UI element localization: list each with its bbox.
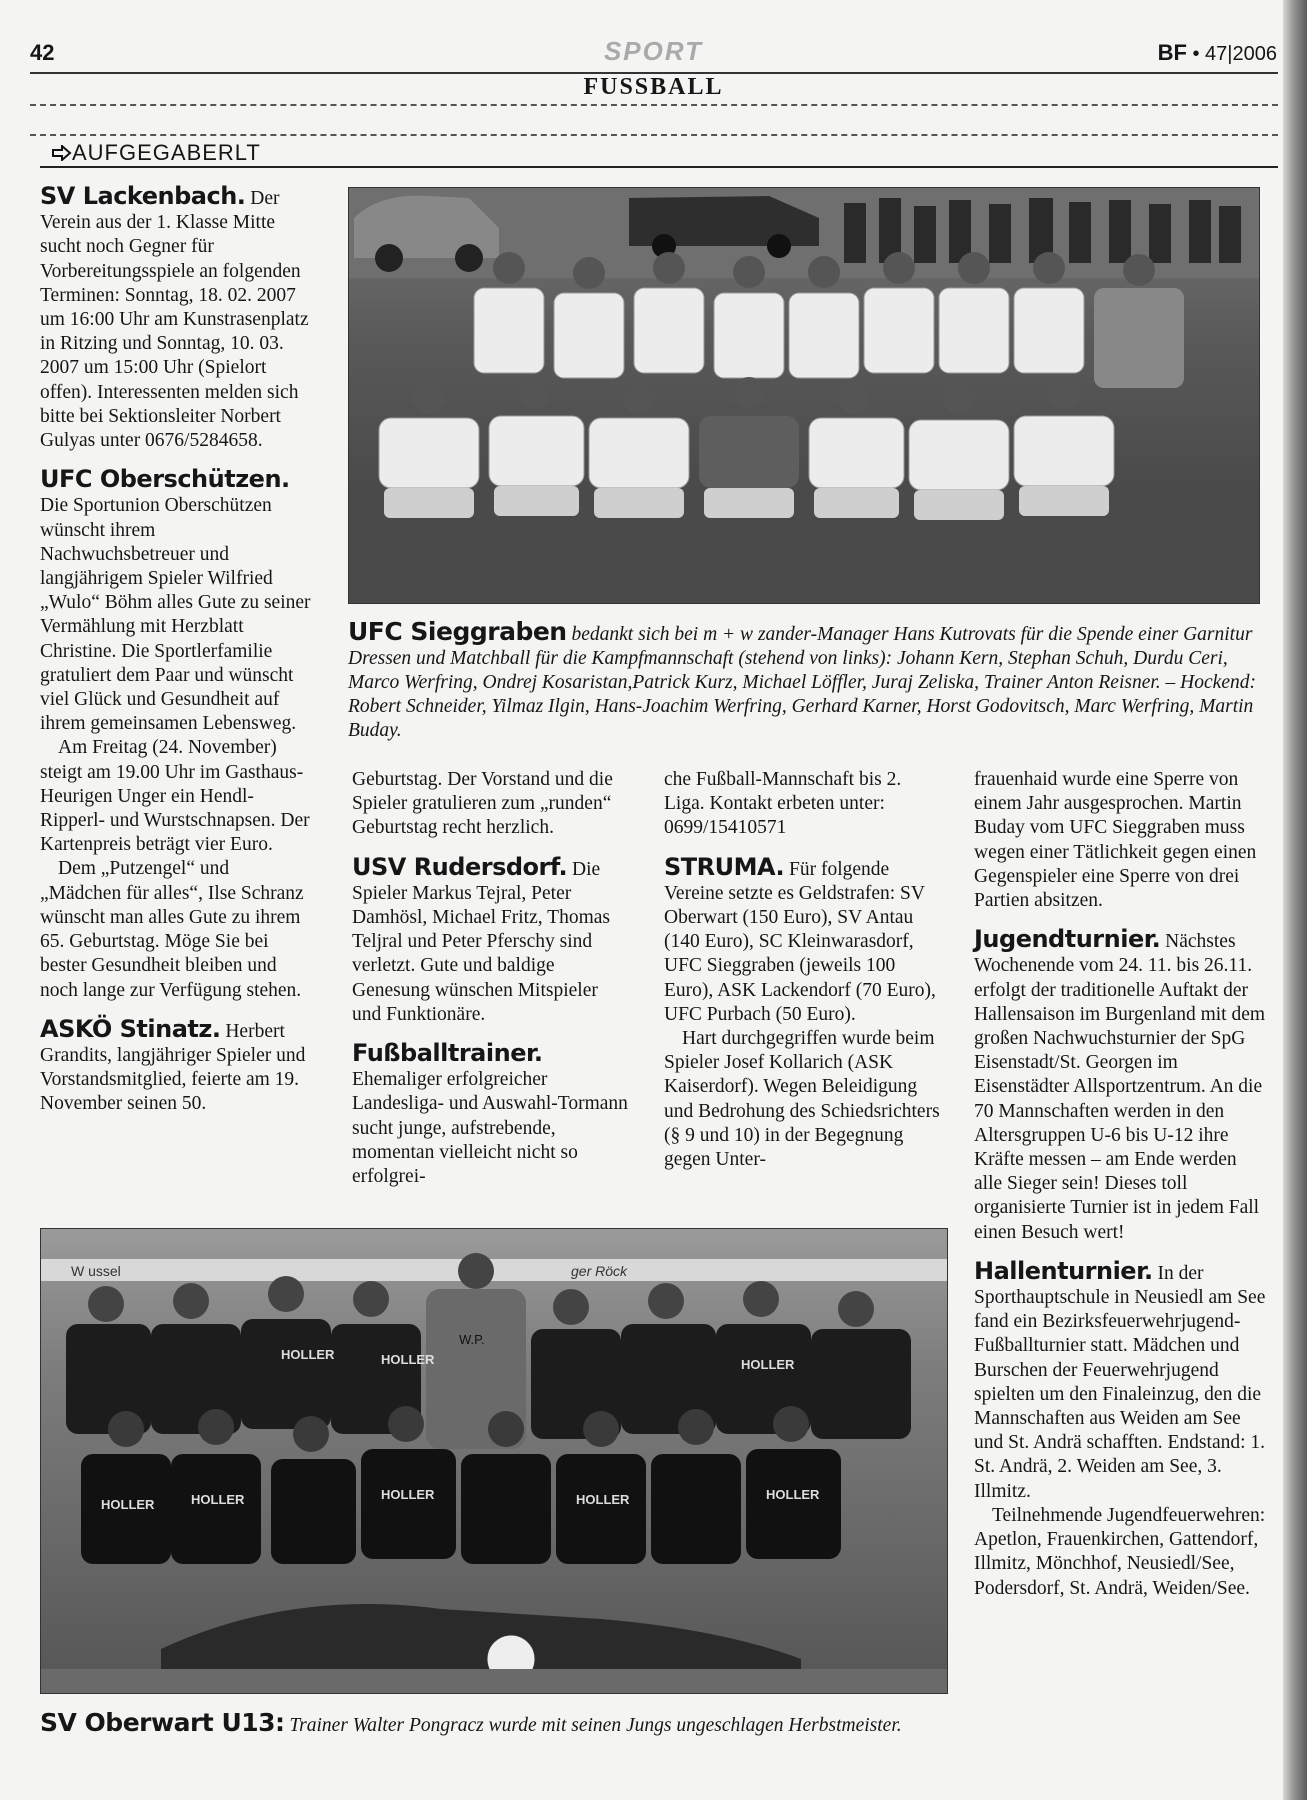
rubric-title: AUFGEGABERLT [72, 140, 261, 165]
article-paragraph: frauenhaid wurde eine Sperre von einem Jahr ausgesprochen. Martin Buday vom UFC Sieggraben muss wegen einer Tätlichkeit gegen einen Gegenspieler eine Sperre von drei Partien absitzen. [974, 769, 1257, 912]
article-sv-lackenbach [40, 182, 312, 453]
shirt-sponsor: HOLLER [191, 1492, 245, 1507]
photo-ufc-sieggraben [348, 187, 1260, 604]
dashed-rule-top [30, 104, 1278, 106]
column-1 [40, 182, 312, 1117]
article-ufc-oberschuetzen [40, 465, 312, 736]
publication-name: BF [1157, 40, 1187, 65]
team-photo-image [349, 188, 1259, 603]
shirt-sponsor: HOLLER [576, 1492, 630, 1507]
rubric-heading [52, 140, 261, 166]
article-text: In der Sporthauptschule in Neusiedl am See fand ein Bezirksfeuerwehrjugend-Fußballturnier statt. Mädchen und Burschen der Feuerwehrjugend spielten um den Finaleinzug, den die Mannschaften aus Weiden am See und St. Andrä schafften. Endstand: 1. St. Andrä, 2. Weiden am See, 3. Illmitz. [974, 1262, 1266, 1502]
page-edge-shadow [1283, 0, 1307, 1800]
banner-left-text: W ussel [71, 1263, 121, 1279]
article-paragraph: che Fußball-Mannschaft bis 2. Liga. Kontakt erbeten unter: 0699/15410571 [664, 769, 902, 839]
article-heading: USV Rudersdorf. [352, 852, 568, 881]
article-usv-rudersdorf [352, 853, 630, 1027]
article-paragraph: Dem „Putzengel“ und „Mädchen für alles“, Ilse Schranz wünscht man alles Gute zu ihrem 65. Geburtstag. Möge Sie bei bester Gesundheit bleiben und noch lange zur Verfügung stehen. [40, 858, 304, 1001]
article-paragraph: Teilnehmende Jugendfeuerwehren: Apetlon, Frauenkirchen, Gattendorf, Illmitz, Mönchhof, Neusiedl/See, Podersdorf, St. Andrä, Weiden/See. [974, 1504, 1266, 1599]
banner-right-text: ger Röck [571, 1263, 628, 1279]
column-2 [352, 768, 630, 1189]
caption-heading: UFC Sieggraben [348, 617, 567, 646]
article-hallenturnier [974, 1257, 1266, 1504]
article-text: Herbert Grandits, langjähriger Spieler und Vorstandsmitglied, feierte am 19. November seinen 50. [40, 1020, 306, 1115]
article-askoe-stinatz [40, 1015, 312, 1117]
article-text: Für folgende Vereine setzte es Geldstrafen: SV Oberwart (150 Euro), SV Antau (140 Euro), SC Kleinwarasdorf, UFC Sieggraben (jeweils 100 Euro), ASK Lackendorf (70 Euro), UFC Purbach (50 Euro). [664, 858, 936, 1025]
caption-text: Trainer Walter Pongracz wurde mit seinen Jungs ungeschlagen Herbstmeister. [284, 1715, 902, 1736]
article-text: Nächstes Wochenende vom 24. 11. bis 26.11. erfolgt der traditionelle Auftakt der Hallensaison im Burgenland mit dem großen Nachwuchsturnier der SpG Eisenstadt/St. Georgen im Eisenstädter Allsportzentrum. An die 70 Mannschaften werden in den Altersgruppen U-6 bis U-12 ihre Kräfte messen – am Ende werden alle Sieger sein! Dieses toll organisierte Turnier ist in jedem Fall einen Besuch wert! [974, 931, 1266, 1243]
article-fussballtrainer [352, 1039, 630, 1189]
rubric-rule [40, 166, 1278, 168]
team-photo-image [41, 1229, 947, 1693]
article-paragraph: Hart durchgegriffen wurde beim Spieler Josef Kollarich (ASK Kaiserdorf). Wegen Beleidigung und Bedrohung des Schiedsrichters (§ 9 und 10) in der Begegnung gegen Unter- [664, 1028, 940, 1171]
article-heading: Jugendturnier. [974, 925, 1161, 954]
caption-heading: SV Oberwart U13: [40, 1708, 285, 1737]
article-text: Die Spieler Markus Tejral, Peter Damhösl, Michael Fritz, Thomas Teljral und Peter Pferschy sind verletzt. Gute und baldige Genesung wünschen Mitspieler und Funktionäre. [352, 858, 610, 1025]
section-title: SPORT [603, 36, 704, 66]
photo-2-caption [40, 1708, 946, 1738]
page-number: 42 [30, 40, 55, 65]
article-struma [664, 853, 942, 1027]
dashed-rule-bottom [30, 134, 1278, 136]
shirt-sponsor: HOLLER [101, 1497, 155, 1512]
shirt-sponsor: HOLLER [766, 1487, 820, 1502]
caption-text: bedankt sich bei m + w zander-Manager Hans Kutrovats für die Spende einer Garnitur Dressen und Matchball für die Kampfmannschaft (stehend von links): Johann Kern, Stephan Schuh, Durdu Ceri, Marco Werfring, Ondrej Kosaristan,Patrick Kurz, Michael Löffler, Juraj Zeliska, Trainer Anton Reisner. – Hockend: Robert Schneider, Yilmaz Ilgin, Hans-Joachim Werfring, Gerhard Karner, Horst Godovitsch, Marc Werfring, Martin Buday. [348, 624, 1256, 741]
subsection-title: FUSSBALL [583, 74, 724, 100]
article-heading: Fußballtrainer. [352, 1039, 543, 1068]
shirt-sponsor: HOLLER [381, 1352, 435, 1367]
shirt-sponsor: HOLLER [281, 1347, 335, 1362]
article-text: Die Sportunion Oberschützen wünscht ihrem Nachwuchsbetreuer und langjährigem Spieler Wilfried „Wulo“ Böhm alles Gute zu seiner Vermählung mit Herzblatt Christine. Die Sportlerfamilie gratuliert dem Paar und wünscht viel Glück und Gesundheit auf ihrem gemeinsamen Lebensweg. [40, 495, 311, 735]
article-text: Ehemaliger erfolgreicher Landesliga- und Auswahl-Tormann sucht junge, aufstrebende, momentan vielleicht nicht so erfolgrei- [352, 1069, 628, 1188]
article-heading: UFC Oberschützen. [40, 465, 290, 494]
article-heading: SV Lackenbach. [40, 182, 246, 210]
issue-info [1158, 40, 1277, 66]
article-heading: ASKÖ Stinatz. [40, 1014, 221, 1043]
article-heading: STRUMA. [664, 852, 785, 881]
shirt-sponsor: HOLLER [381, 1487, 435, 1502]
trainer-initials: W.P. [459, 1332, 485, 1347]
issue-number: • 47|2006 [1192, 43, 1277, 65]
article-jugendturnier [974, 925, 1266, 1245]
shirt-sponsor: HOLLER [741, 1357, 795, 1372]
column-4 [974, 768, 1266, 1601]
photo-1-caption [348, 617, 1258, 743]
column-3 [664, 768, 942, 1172]
article-heading: Hallenturnier. [974, 1256, 1153, 1285]
arrow-icon [52, 145, 72, 161]
article-paragraph: Am Freitag (24. November) steigt am 19.00 Uhr im Gasthaus-Heurigen Unger ein Hendl- Ripperl- und Wurstschnapsen. Der Kartenpreis beträgt vier Euro. [40, 737, 310, 856]
article-text: Der Verein aus der 1. Klasse Mitte sucht noch Gegner für Vorbereitungsspiele an folgenden Terminen: Sonntag, 18. 02. 2007 um 16:00 Uhr am Kunstrasenplatz in Ritzing und Sonntag, 10. 03. 2007 um 15:00 Uhr (Spielort offen). Interessenten melden sich bitte bei Sektionsleiter Norbert Gulyas unter 0676/5284658. [40, 188, 309, 452]
article-paragraph: Geburtstag. Der Vorstand und die Spieler gratulieren zum „runden“ Geburtstag recht herzlich. [352, 769, 613, 839]
photo-sv-oberwart-u13 [40, 1228, 948, 1694]
